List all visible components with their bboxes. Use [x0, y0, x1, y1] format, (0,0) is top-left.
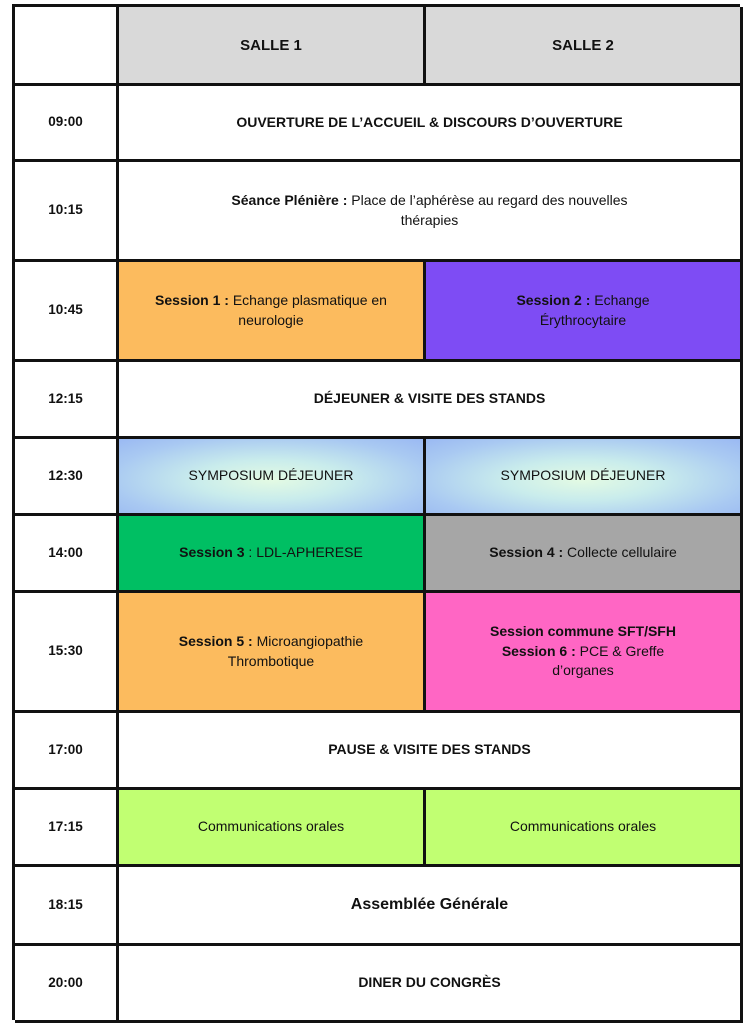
session-label: Session 3	[179, 544, 245, 561]
session-label: Session 4 :	[489, 544, 564, 561]
plenary-session	[119, 162, 743, 262]
header-room-2: SALLE 2	[426, 7, 743, 86]
header-corner-cell	[15, 7, 119, 86]
general-assembly: Assemblée Générale	[119, 867, 743, 946]
session-label: Séance Plénière :	[231, 191, 348, 208]
time-cell: 10:45	[15, 262, 119, 362]
session-3-cell	[119, 516, 426, 593]
session-title: : LDL-APHERESE	[244, 544, 363, 561]
joint-session-label: Session commune SFT/SFH	[490, 623, 676, 640]
time-cell: 12:15	[15, 362, 119, 439]
session-label: Session 1 :	[155, 291, 229, 308]
congress-dinner: DINER DU CONGRÈS	[119, 946, 743, 1023]
session-title: Microangiopathie Thrombotique	[227, 632, 364, 669]
session-label: Session 6 :	[501, 642, 576, 659]
oral-communications-room-2: Communications orales	[426, 790, 743, 867]
session-5-cell	[119, 593, 426, 713]
time-cell: 17:00	[15, 713, 119, 790]
session-1-cell	[119, 262, 426, 362]
session-label: Session 5 :	[178, 632, 253, 649]
time-cell: 15:30	[15, 593, 119, 713]
coffee-break: PAUSE & VISITE DES STANDS	[119, 713, 743, 790]
symposium-room-2: SYMPOSIUM DÉJEUNER	[426, 439, 743, 516]
oral-communications-room-1: Communications orales	[119, 790, 426, 867]
time-cell: 14:00	[15, 516, 119, 593]
opening-session: OUVERTURE DE L’ACCUEIL & DISCOURS D’OUVERTURE	[119, 86, 743, 162]
session-4-cell	[426, 516, 743, 593]
session-title: Collecte cellulaire	[563, 544, 677, 561]
session-2-cell	[426, 262, 743, 362]
symposium-room-1: SYMPOSIUM DÉJEUNER	[119, 439, 426, 516]
time-cell: 12:30	[15, 439, 119, 516]
time-cell: 10:15	[15, 162, 119, 262]
lunch-break: DÉJEUNER & VISITE DES STANDS	[119, 362, 743, 439]
header-room-1: SALLE 1	[119, 7, 426, 86]
session-6-cell	[426, 593, 743, 713]
time-cell: 17:15	[15, 790, 119, 867]
time-cell: 18:15	[15, 867, 119, 946]
program-schedule-table	[12, 4, 740, 1020]
session-title: PCE & Greffe d’organes	[552, 642, 665, 679]
session-title: Echange Érythrocytaire	[539, 291, 650, 328]
session-label: Session 2 :	[516, 291, 591, 308]
time-cell: 20:00	[15, 946, 119, 1023]
time-cell: 09:00	[15, 86, 119, 162]
session-title: Echange plasmatique en neurologie	[228, 291, 387, 328]
session-title: Place de l’aphérèse au regard des nouvelles thérapies	[347, 191, 628, 228]
